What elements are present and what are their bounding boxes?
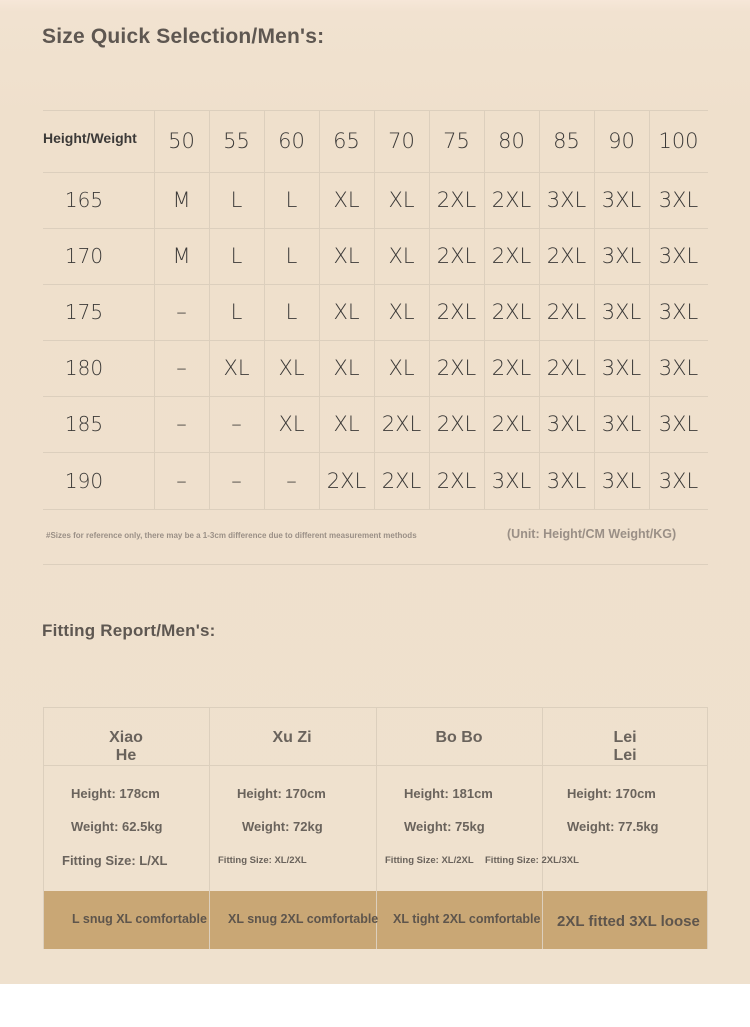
height-row-header: 185 <box>64 412 104 436</box>
person-height: Height: 170cm <box>567 786 656 801</box>
size-cell: L <box>230 188 243 212</box>
person-name <box>209 729 375 747</box>
size-cell: L <box>285 300 298 324</box>
grid-hline <box>43 564 708 565</box>
height-row-header: 165 <box>64 188 104 212</box>
weight-header: 65 <box>333 129 360 153</box>
size-cell: 3XL <box>601 244 642 268</box>
size-cell: – <box>176 412 187 436</box>
height-row-header: 180 <box>64 356 104 380</box>
weight-header: 60 <box>278 129 305 153</box>
size-cell: 3XL <box>601 356 642 380</box>
size-cell: 3XL <box>658 356 699 380</box>
person-fitting-size: Fitting Size: XL/2XL <box>218 855 307 866</box>
fitting-report-table <box>43 707 708 949</box>
size-cell: 2XL <box>436 412 477 436</box>
size-cell: 2XL <box>491 300 532 324</box>
height-row-header: 175 <box>64 300 104 324</box>
person-verdict: 2XL fitted 3XL loose <box>557 913 700 930</box>
person-verdict: L snug XL comfortable <box>72 912 207 926</box>
size-cell: 3XL <box>546 468 587 493</box>
size-cell: – <box>176 300 187 324</box>
size-cell: 3XL <box>491 468 532 493</box>
person-height: Height: 170cm <box>237 786 326 801</box>
size-cell: L <box>285 244 298 268</box>
size-cell: 3XL <box>601 468 642 493</box>
size-cell: – <box>286 468 297 493</box>
size-cell: 2XL <box>436 188 477 212</box>
reference-note: #Sizes for reference only, there may be a 1-3cm difference due to different measurement methods <box>46 531 417 540</box>
person-fitting-size: Fitting Size: XL/2XL <box>385 855 474 866</box>
person-height: Height: 181cm <box>404 786 493 801</box>
size-cell: XL <box>333 188 360 212</box>
weight-header: 90 <box>608 129 635 153</box>
size-cell: 3XL <box>601 412 642 436</box>
person-name-line1: Bo Bo <box>435 729 483 746</box>
weight-header: 75 <box>443 129 470 153</box>
size-cell: 3XL <box>546 412 587 436</box>
person-weight: Weight: 72kg <box>242 819 323 834</box>
size-cell: 2XL <box>436 468 477 493</box>
size-cell: 2XL <box>491 356 532 380</box>
weight-header: 55 <box>223 129 250 153</box>
height-row-header: 190 <box>64 468 104 493</box>
person-verdict: XL tight 2XL comfortable <box>393 912 541 926</box>
size-cell: L <box>230 300 243 324</box>
size-cell: 2XL <box>546 356 587 380</box>
weight-header: 85 <box>553 129 580 153</box>
size-cell: 3XL <box>658 188 699 212</box>
corner-label: Height/Weight <box>43 130 137 146</box>
size-cell: XL <box>333 244 360 268</box>
weight-header: 100 <box>658 129 699 153</box>
person-name <box>43 729 209 765</box>
person-fitting-size: Fitting Size: 2XL/3XL <box>485 855 579 866</box>
unit-label: (Unit: Height/CM Weight/KG) <box>507 527 677 541</box>
person-fitting-size: Fitting Size: L/XL <box>62 853 168 868</box>
weight-header: 70 <box>388 129 415 153</box>
size-cell: XL <box>333 412 360 436</box>
size-cell: XL <box>388 300 415 324</box>
size-cell: 2XL <box>491 412 532 436</box>
height-row-header: 170 <box>64 244 104 268</box>
size-cell: – <box>231 412 242 436</box>
size-cell: XL <box>388 188 415 212</box>
person-name-line1: Xiao <box>109 729 143 746</box>
person-name-line2: Lei <box>613 747 637 764</box>
size-cell: – <box>231 468 242 493</box>
size-cell: XL <box>388 244 415 268</box>
size-cell: 2XL <box>381 468 422 493</box>
grid-hline <box>43 509 708 510</box>
person-weight: Weight: 75kg <box>404 819 485 834</box>
size-cell: 2XL <box>436 244 477 268</box>
size-cell: XL <box>333 356 360 380</box>
size-cell: 3XL <box>546 188 587 212</box>
size-cell: 2XL <box>546 300 587 324</box>
size-cell: XL <box>388 356 415 380</box>
size-cell: XL <box>333 300 360 324</box>
person-weight: Weight: 77.5kg <box>567 819 659 834</box>
size-cell: 3XL <box>601 188 642 212</box>
fitting-section-title: Fitting Report/Men's: <box>42 621 216 640</box>
size-cell: 2XL <box>546 244 587 268</box>
weight-header: 50 <box>168 129 195 153</box>
size-cell: L <box>230 244 243 268</box>
size-section-title: Size Quick Selection/Men's: <box>42 25 325 48</box>
person-height: Height: 178cm <box>71 786 160 801</box>
person-weight: Weight: 62.5kg <box>71 819 163 834</box>
size-cell: 2XL <box>491 188 532 212</box>
person-name <box>376 729 542 747</box>
size-cell: 3XL <box>601 300 642 324</box>
weight-header: 80 <box>498 129 525 153</box>
size-cell: 2XL <box>491 244 532 268</box>
size-cell: 2XL <box>436 300 477 324</box>
size-cell: – <box>176 356 187 380</box>
size-cell: 2XL <box>436 356 477 380</box>
size-cell: XL <box>278 412 305 436</box>
person-name-line2: He <box>115 747 137 764</box>
size-cell: 3XL <box>658 244 699 268</box>
size-cell: 3XL <box>658 300 699 324</box>
size-cell: M <box>172 188 191 212</box>
size-cell: 3XL <box>658 468 699 493</box>
size-cell: – <box>176 468 187 493</box>
person-name-line1: Xu Zi <box>272 729 312 746</box>
size-cell: 3XL <box>658 412 699 436</box>
person-name <box>542 729 708 765</box>
size-cell: XL <box>223 356 250 380</box>
size-cell: L <box>285 188 298 212</box>
person-name-line1: Lei <box>613 729 637 746</box>
size-cell: XL <box>278 356 305 380</box>
size-cell: 2XL <box>381 412 422 436</box>
person-verdict: XL snug 2XL comfortable <box>228 912 379 926</box>
size-cell: M <box>172 244 191 268</box>
size-cell: 2XL <box>326 468 367 493</box>
